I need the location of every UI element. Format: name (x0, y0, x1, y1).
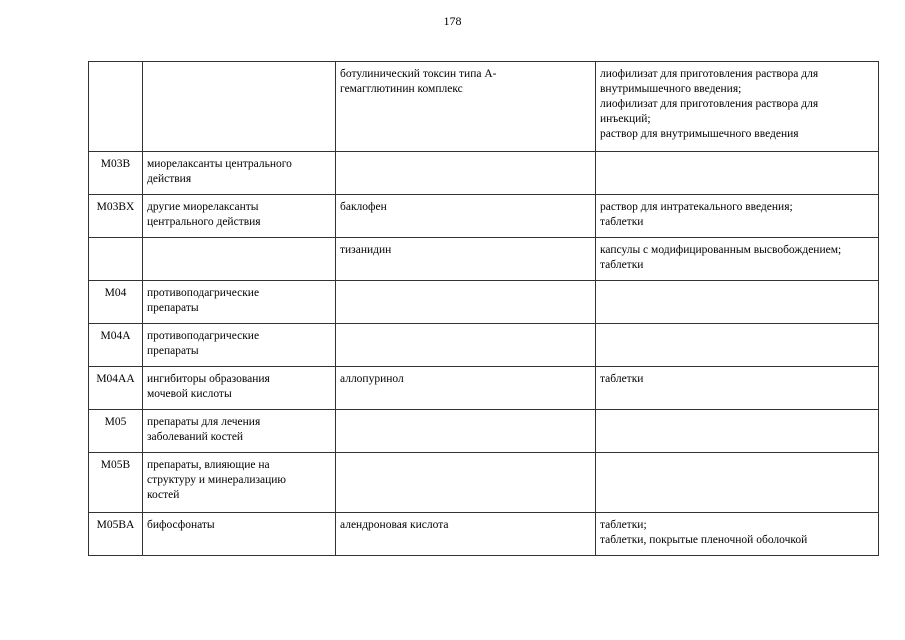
cell-text-line: другие миорелаксанты (147, 201, 259, 213)
atc-code-cell: M04 (89, 281, 143, 324)
cell-text-line: структуру и минерализацию (147, 474, 287, 486)
cell-text-line: аллопуринол (340, 373, 404, 385)
group-name-cell (143, 62, 336, 152)
cell-text-line: таблетки (600, 373, 644, 385)
cell-text-line: заболеваний костей (147, 431, 244, 443)
atc-code-cell (89, 238, 143, 281)
cell-text-line: костей (147, 489, 180, 501)
substance-cell (336, 62, 596, 152)
group-name-cell (143, 367, 336, 410)
substance-cell (336, 195, 596, 238)
table-body (89, 62, 879, 556)
atc-code-cell: M05B (89, 453, 143, 513)
cell-text-line: таблетки, покрытые пленочной оболочкой (600, 534, 808, 546)
cell-text-line: препараты (147, 302, 199, 314)
atc-code-cell: M05BA (89, 513, 143, 556)
atc-code-cell: M05 (89, 410, 143, 453)
cell-text-line: раствор для интратекального введения; (600, 201, 793, 213)
group-name-cell (143, 324, 336, 367)
dosage-forms-cell (596, 238, 879, 281)
group-name-cell (143, 195, 336, 238)
cell-text-line: ингибиторы образования (147, 373, 270, 385)
cell-text-line: лиофилизат для приготовления раствора для (600, 68, 819, 80)
cell-text-line: мочевой кислоты (147, 388, 232, 400)
table-row (89, 324, 879, 367)
substance-cell (336, 152, 596, 195)
group-name-cell (143, 238, 336, 281)
atc-code-cell: M03B (89, 152, 143, 195)
substance-cell (336, 238, 596, 281)
group-name-cell (143, 152, 336, 195)
substance-cell (336, 513, 596, 556)
cell-text-line: действия (147, 173, 192, 185)
cell-text-line: капсулы с модифицированным высвобождением; (600, 244, 842, 256)
cell-text-line: инъекций; (600, 113, 651, 125)
cell-text-line: раствор для внутримышечного введения (600, 128, 799, 140)
table-row (89, 62, 879, 152)
table-row (89, 152, 879, 195)
dosage-forms-cell (596, 195, 879, 238)
table-row (89, 367, 879, 410)
substance-cell (336, 324, 596, 367)
group-name-cell (143, 281, 336, 324)
dosage-forms-cell (596, 410, 879, 453)
page-number: 178 (443, 14, 462, 28)
cell-text-line: бифосфонаты (147, 519, 215, 531)
substance-cell (336, 453, 596, 513)
table-row (89, 281, 879, 324)
cell-text-line: внутримышечного введения; (600, 83, 742, 95)
table-row (89, 238, 879, 281)
cell-text-line: препараты, влияющие на (147, 459, 270, 471)
substance-cell (336, 281, 596, 324)
atc-code-cell (89, 62, 143, 152)
cell-text-line: таблетки; (600, 519, 647, 531)
table-row (89, 513, 879, 556)
atc-code-cell: M04AA (89, 367, 143, 410)
cell-text-line: препараты (147, 345, 199, 357)
cell-text-line: алендроновая кислота (340, 519, 449, 531)
cell-text-line: гемагглютинин комплекс (340, 83, 463, 95)
table-row (89, 410, 879, 453)
cell-text-line: тизанидин (340, 244, 392, 256)
cell-text-line: таблетки (600, 216, 644, 228)
dosage-forms-cell (596, 324, 879, 367)
cell-text-line: таблетки (600, 259, 644, 271)
cell-text-line: центрального действия (147, 216, 261, 228)
cell-text-line: противоподагрические (147, 287, 260, 299)
dosage-forms-cell (596, 453, 879, 513)
cell-text-line: противоподагрические (147, 330, 260, 342)
dosage-forms-cell (596, 281, 879, 324)
substance-cell (336, 410, 596, 453)
substance-cell (336, 367, 596, 410)
group-name-cell (143, 453, 336, 513)
dosage-forms-cell (596, 152, 879, 195)
group-name-cell (143, 410, 336, 453)
drug-classification-table (88, 61, 879, 556)
cell-text-line: миорелаксанты центрального (147, 158, 292, 170)
atc-code-cell: M03BX (89, 195, 143, 238)
dosage-forms-cell (596, 367, 879, 410)
group-name-cell (143, 513, 336, 556)
table-row (89, 453, 879, 513)
cell-text-line: баклофен (340, 201, 387, 213)
atc-code-cell: M04A (89, 324, 143, 367)
table-row (89, 195, 879, 238)
cell-text-line: препараты для лечения (147, 416, 261, 428)
dosage-forms-cell (596, 513, 879, 556)
dosage-forms-cell (596, 62, 879, 152)
cell-text-line: ботулинический токсин типа А- (340, 68, 497, 80)
cell-text-line: лиофилизат для приготовления раствора для (600, 98, 819, 110)
